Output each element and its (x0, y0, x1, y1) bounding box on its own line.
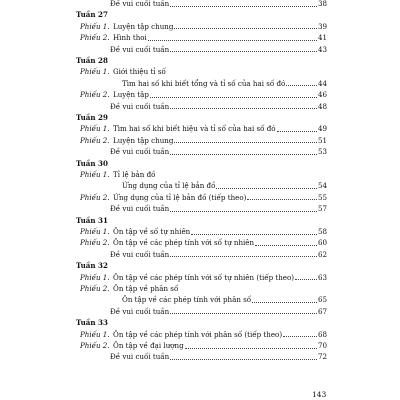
worksheet-prefix: Phiếu 2. (80, 284, 110, 293)
worksheet-prefix: Phiếu 1. (80, 329, 110, 339)
entry-title: Đề vui cuối tuần (110, 306, 170, 316)
toc-entry (0, 135, 400, 146)
dot-leader (174, 142, 317, 143)
week-title: Tuần 27 (76, 10, 108, 20)
entry-title: Ôn tập về các phép tính với số tự nhiên (113, 238, 255, 248)
entry-title: Luyện tập (113, 90, 149, 100)
entry-page-number: 48 (317, 101, 327, 111)
entry-title: Ôn tập về các phép tính với phân số (122, 295, 252, 305)
toc-entry (0, 66, 400, 77)
entry-page-number: 41 (317, 33, 327, 43)
week-heading (0, 215, 400, 226)
toc-entry (0, 283, 400, 294)
entry-title: Đề vui cuối tuần (110, 44, 170, 54)
toc-entry (0, 294, 400, 305)
week-title: Tuần 29 (76, 113, 108, 122)
toc-entry (0, 226, 400, 237)
dot-leader (247, 199, 317, 200)
week-title: Tuần 30 (76, 158, 108, 168)
worksheet-prefix: Phiếu 1. (80, 124, 110, 134)
toc-entry (0, 0, 400, 9)
entry-title: Giới thiệu tỉ số (113, 67, 166, 77)
entry-title: Ôn tập về số tự nhiên (113, 227, 191, 236)
entry-title: Hình thoi (113, 33, 147, 43)
toc-entry (0, 272, 400, 283)
dot-leader (295, 279, 317, 280)
entry-page-number: 49 (317, 124, 327, 134)
worksheet-prefix: Phiếu 2. (80, 341, 110, 350)
toc-entry (0, 340, 400, 351)
dot-leader (170, 211, 317, 212)
entry-title: Ôn tập về các phép tính với phân số (tiếp theo) (113, 329, 283, 339)
week-title: Tuần 32 (76, 261, 108, 271)
worksheet-prefix: Phiếu 1. (80, 170, 110, 179)
entry-page-number: 65 (317, 295, 327, 305)
entry-page-number: 72 (317, 352, 327, 362)
toc-entry (0, 180, 400, 191)
entry-page-number: 67 (317, 306, 327, 316)
dot-leader (148, 40, 317, 41)
week-title: Tuần 31 (76, 215, 108, 225)
entry-title: Đề vui cuối tuần (110, 0, 170, 8)
toc-entry (0, 146, 400, 157)
worksheet-prefix: Phiếu 1. (80, 21, 110, 31)
toc-entry (0, 101, 400, 112)
entry-page-number: 39 (317, 21, 327, 31)
dot-leader (255, 245, 317, 246)
entry-page-number: 46 (317, 90, 327, 100)
worksheet-prefix: Phiếu 1. (80, 272, 110, 282)
week-heading (0, 55, 400, 66)
entry-title: Đề vui cuối tuần (110, 147, 170, 157)
entry-title: Tìm hai số khi biết hiệu và tỉ số của hai số đó (113, 124, 276, 134)
entry-page-number: 60 (317, 238, 327, 248)
worksheet-prefix: Phiếu 1. (80, 67, 110, 77)
entry-page-number: 38 (317, 0, 327, 8)
dot-leader (277, 131, 317, 132)
entry-page-number: 43 (317, 44, 327, 54)
toc-entry (0, 329, 400, 340)
entry-page-number: 68 (317, 329, 327, 339)
dot-leader (174, 28, 317, 29)
entry-title: Đề vui cuối tuần (110, 204, 170, 214)
week-heading (0, 9, 400, 20)
entry-page-number: 51 (317, 135, 327, 145)
toc-entry (0, 192, 400, 203)
entry-page-number: 55 (317, 192, 327, 202)
dot-leader (170, 154, 317, 155)
dot-leader (170, 359, 317, 360)
toc-entry (0, 78, 400, 89)
worksheet-prefix: Phiếu 2. (80, 238, 110, 248)
entry-page-number: 62 (317, 249, 327, 259)
toc-entry (0, 123, 400, 134)
week-title: Tuần 33 (76, 318, 108, 328)
entry-title: Ôn tập về các phép tính với số tự nhiên (tiếp theo) (113, 272, 295, 282)
entry-page-number: 44 (317, 78, 327, 88)
week-title: Tuần 28 (76, 56, 108, 65)
entry-title: Luyện tập chung (113, 135, 174, 145)
dot-leader (191, 234, 317, 235)
entry-title: Ứng dụng của tỉ lệ bản đồ (tiếp theo) (113, 192, 247, 202)
toc-entry (0, 44, 400, 55)
dot-leader (185, 348, 317, 349)
dot-leader (286, 85, 317, 86)
week-heading (0, 112, 400, 123)
dot-leader (150, 97, 317, 98)
entry-page-number: 57 (317, 204, 327, 214)
entry-page-number: 58 (317, 227, 327, 236)
entry-page-number: 63 (317, 272, 327, 282)
worksheet-prefix: Phiếu 2. (80, 192, 110, 202)
worksheet-prefix: Phiếu 2. (80, 33, 110, 43)
toc-entry (0, 169, 400, 180)
dot-leader (252, 302, 317, 303)
toc-entry (0, 237, 400, 248)
dot-leader (170, 256, 317, 257)
entry-page-number: 54 (317, 181, 327, 191)
week-heading (0, 158, 400, 169)
page-number: 143 (312, 390, 327, 399)
dot-leader (170, 108, 317, 109)
worksheet-prefix: Phiếu 1. (80, 227, 110, 236)
dot-leader (170, 6, 317, 7)
week-heading (0, 260, 400, 271)
toc-entry (0, 306, 400, 317)
week-heading (0, 317, 400, 328)
toc-entry (0, 351, 400, 362)
entry-page-number: 70 (317, 341, 327, 350)
dot-leader (283, 336, 317, 337)
entry-title: Tỉ lệ bản đồ (113, 170, 156, 179)
toc-entry (0, 32, 400, 43)
toc-entry (0, 89, 400, 100)
dot-leader (216, 188, 317, 189)
entry-title: Ôn tập về đại lượng (113, 341, 184, 350)
entry-page-number: 53 (317, 147, 327, 157)
entry-title: Đề vui cuối tuần (110, 352, 170, 362)
entry-title: Ứng dụng của tỉ lệ bản đồ (122, 181, 216, 191)
toc-entry (0, 249, 400, 260)
worksheet-prefix: Phiếu 2. (80, 90, 110, 100)
entry-title: Đề vui cuối tuần (110, 249, 170, 259)
entry-title: Luyện tập chung (113, 21, 174, 31)
entry-title: Đề vui cuối tuần (110, 101, 170, 111)
toc-entry (0, 203, 400, 214)
worksheet-prefix: Phiếu 2. (80, 135, 110, 145)
entry-title: Ôn tập về phân số (113, 284, 179, 293)
dot-leader (170, 51, 317, 52)
toc-entry (0, 21, 400, 32)
dot-leader (170, 313, 317, 314)
entry-title: Tìm hai số khi biết tổng và tỉ số của hai số đó (122, 78, 286, 88)
